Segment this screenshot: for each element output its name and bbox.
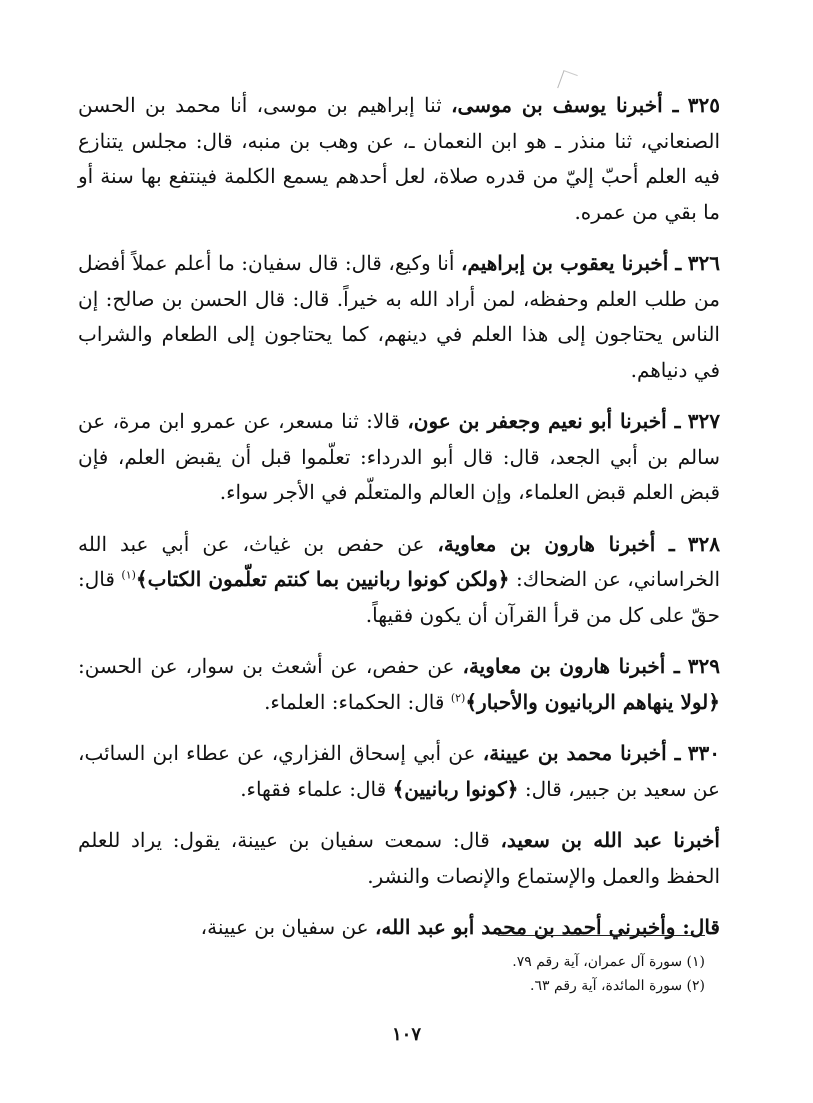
hadith-lead: أخبرنا يعقوب بن إبراهيم، — [460, 251, 669, 275]
hadith-number: ٣٢٨ — [687, 531, 721, 556]
narration-text: عن سفيان بن عيينة، — [200, 915, 369, 939]
hadith-text: قال: الحكماء: العلماء. — [264, 689, 445, 714]
narration-lead: قال: وأخبرني أحمد بن محمد أبو عبد الله، — [374, 915, 720, 939]
hadith-text: عن حفص بن غياث، عن أبي عبد الله الخراساني، عن الضحاك: — [78, 531, 720, 591]
hadith-number: ٣٢٩ — [687, 654, 721, 678]
quran-quote: ﴿كونوا ربانيين﴾ — [392, 776, 519, 801]
narration-lead: أخبرنا عبد الله بن سعيد، — [500, 828, 720, 852]
quran-quote: ﴿لولا ينهاهم الربانيون والأحبار﴾ — [465, 689, 720, 714]
hadith-text: ثنا إبراهيم بن موسى، أنا محمد بن الحسن الصنعاني، ثنا منذر ـ هو ابن النعمان ـ، عن وهب بن منبه، قال: مجلس يتنازع فيه العلم أحبّ إليّ من قدره صلاة، لعل أحدهم يسمع الكلمة فينتفع بها سنة أو ما بقي من عمره. — [78, 93, 720, 224]
hadith-text: عن أبي إسحاق الفزاري، عن عطاء ابن السائب، عن سعيد بن جبير، قال: — [78, 741, 720, 801]
narration-text: قال: سمعت سفيان بن عيينة، يقول: يراد للعلم الحفظ والعمل والإستماع والإنصات والنشر. — [78, 828, 720, 888]
hadith-paragraph — [78, 527, 720, 634]
hadith-text: أنا وكيع، قال: قال سفيان: ما أعلم عملاً أفضل من طلب العلم وحفظه، لمن أراد الله به خيراً. قال: قال الحسن بن صالح: إن الناس يحتاجون إلى هذا العلم في دينهم، كما يحتاجون إلى الطعام والشراب في دنياهم. — [78, 251, 720, 382]
hadith-dash: ـ — [655, 531, 675, 556]
narration-paragraph — [78, 910, 720, 946]
hadith-paragraph — [78, 88, 720, 230]
main-text — [78, 88, 720, 962]
hadith-text: قال: علماء فقهاء. — [240, 776, 387, 801]
hadith-number: ٣٣٠ — [687, 741, 720, 765]
hadith-lead: أخبرنا محمد بن عيينة، — [482, 741, 667, 765]
footnotes — [305, 950, 705, 998]
hadith-lead: أخبرنا يوسف بن موسى، — [451, 93, 663, 117]
hadith-text: قال: حقّ على كل من قرأ القرآن أن يكون فقيهاً. — [78, 567, 720, 627]
footnote-divider — [498, 935, 705, 936]
footnote-item: (١) سورة آل عمران، آية رقم ٧٩. — [512, 954, 705, 970]
hadith-number: ٣٢٥ — [687, 93, 721, 117]
hadith-number: ٣٢٦ — [687, 251, 721, 275]
hadith-dash: ـ — [662, 93, 679, 117]
hadith-lead: أخبرنا أبو نعيم وجعفر بن عون، — [407, 409, 667, 433]
hadith-lead: أخبرنا هارون بن معاوية، — [437, 531, 656, 556]
hadith-text: قالا: ثنا مسعر، عن عمرو ابن مرة، عن سالم بن أبي الجعد، قال: قال أبو الدرداء: تعلّموا قبل أن يقبض العلم، فإن قبض العلم قبض العلماء، وإن العالم والمتعلّم في الأجر سواء. — [78, 409, 720, 504]
hadith-number: ٣٢٧ — [687, 409, 720, 433]
hadith-lead: أخبرنا هارون بن معاوية، — [462, 654, 666, 678]
hadith-paragraph — [78, 246, 720, 388]
hadith-paragraph — [78, 404, 720, 511]
hadith-text: عن حفص، عن أشعث بن سوار، عن الحسن: — [78, 654, 455, 678]
page-number: ١٠٧ — [391, 1024, 421, 1045]
hadith-dash: ـ — [668, 251, 682, 275]
quran-quote: ﴿ولكن كونوا ربانيين بما كنتم تعلّمون الكتاب﴾ — [135, 567, 510, 591]
hadith-dash: ـ — [665, 654, 680, 678]
hadith-paragraph — [78, 649, 720, 720]
hadith-paragraph — [78, 736, 720, 807]
hadith-dash: ـ — [666, 741, 681, 765]
footnote-ref: (١) — [121, 568, 136, 582]
narration-paragraph — [78, 823, 720, 894]
footnote-ref: (٢) — [450, 690, 466, 704]
hadith-dash: ـ — [666, 409, 681, 433]
footnote-item: (٢) سورة المائدة، آية رقم ٦٣. — [530, 978, 705, 994]
